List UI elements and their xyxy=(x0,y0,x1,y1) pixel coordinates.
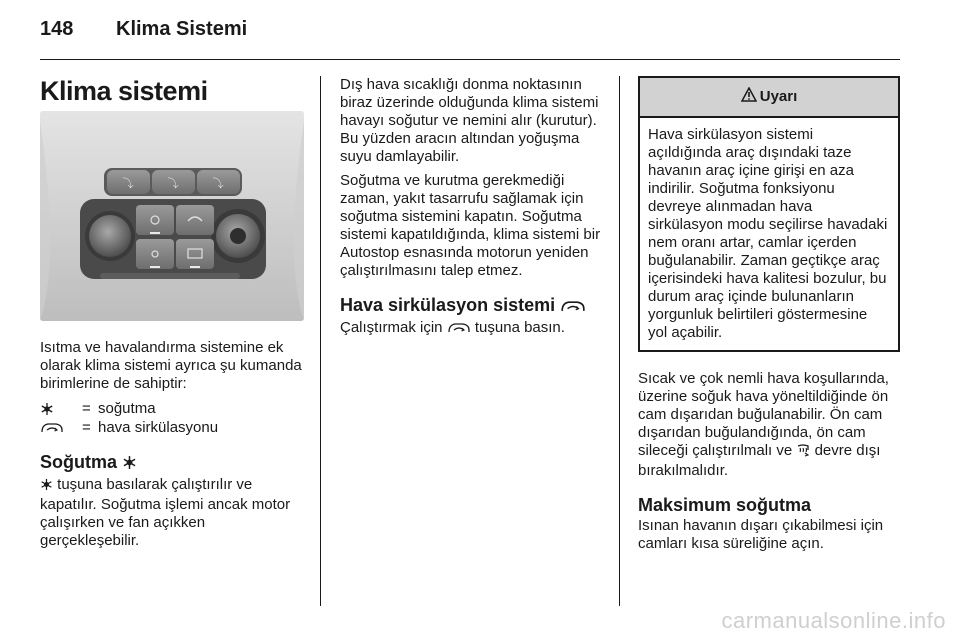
legend-equals: = xyxy=(82,418,91,436)
column-divider xyxy=(619,76,620,606)
paragraph-windshield: Sıcak ve çok nemli hava koşullarında, üzerine soğuk hava yöneltildiğinde ön cam dışarıdan buğulanabilir. Ön cam dışarıdan buğulandığında, ön cam sileceği çalıştırılmalı ve devre dışı bırakılmalıdır. xyxy=(638,370,889,479)
section-title: Klima sistemi xyxy=(40,76,208,106)
warning-text: Hava sirkülasyon sistemi açıldığında araç dışındaki taze havanın araç içine girişi en aza indirilir. Soğutma fonksiyonu devreye alınmadan hava sirkülasyon modu seçilirse havadaki nem oranı artar, camlar içerden buğulanabilir. Zaman geçtikçe araç içerisindeki hava kalitesi bozulur, bu durum araç içinde bulunanların yorgunluk belirtileri göstermesine yol açabilir. xyxy=(648,126,888,341)
recirculation-icon xyxy=(560,296,586,318)
recirculation-heading: Hava sirkülasyon sistemi xyxy=(340,294,603,318)
header-rule xyxy=(40,59,900,60)
paragraph-fuel-saving: Soğutma ve kurutma gerekmediği zaman, yakıt tasarrufu sağlamak için soğutma sistemini kapatın. Soğutma sistemi kapatıldığında, klima sistemi bir Autostop esnasında motorun yeniden çalıştırılmasını talep etmez. xyxy=(340,172,601,279)
legend-label-cooling: soğutma xyxy=(98,399,156,417)
warning-header xyxy=(640,78,898,118)
legend-label-recirculation: hava sirkülasyonu xyxy=(98,418,219,436)
page-header xyxy=(40,18,247,41)
cooling-heading: Soğutma xyxy=(40,451,304,475)
warning-triangle-icon xyxy=(741,87,757,107)
recirculation-icon xyxy=(447,321,471,339)
warning-box xyxy=(638,76,900,352)
recirculation-paragraph: Çalıştırmak için tuşuna basın. xyxy=(340,319,603,339)
legend-row-cooling xyxy=(40,399,304,418)
recirculation-icon xyxy=(40,422,82,434)
legend-equals: = xyxy=(82,399,91,417)
svg-text:⤵: ⤵ xyxy=(212,177,224,190)
column-divider xyxy=(320,76,321,606)
windshield-defrost-icon xyxy=(796,443,810,462)
paragraph-condensation: Dış hava sıcaklığı donma noktasının biraz üzerinde olduğunda klima sistemi havayı soğutur ve nemini alır (kurutur). Bu yüzden aracın altından yoğuşma suyu damlayabilir. xyxy=(340,76,599,165)
legend-row-recirculation xyxy=(40,418,304,437)
max-cooling-heading: Maksimum soğutma xyxy=(638,495,812,515)
snowflake-icon xyxy=(122,453,137,475)
max-cooling-paragraph: Isınan havanın dışarı çıkabilmesi için camları kısa süreliğine açın. xyxy=(638,517,884,552)
svg-text:⤵: ⤵ xyxy=(167,177,179,190)
column-2 xyxy=(340,76,603,345)
watermark: carmanualsonline.info xyxy=(721,608,946,633)
chapter-title: Klima Sistemi xyxy=(116,18,248,40)
snowflake-icon xyxy=(40,402,82,416)
column-3 xyxy=(638,76,900,559)
page-number: 148 xyxy=(40,18,74,40)
climate-control-panel-image xyxy=(40,111,304,321)
snowflake-icon xyxy=(40,478,53,496)
warning-title: Uyarı xyxy=(759,88,798,105)
svg-text:⤵: ⤵ xyxy=(122,177,134,190)
cooling-paragraph: tuşuna basılarak çalıştırılır ve kapatılır. Soğutma işlemi ancak motor çalışırken ve fan açıkken gerçekleşebilir. xyxy=(40,476,291,549)
column-1 xyxy=(40,76,304,556)
intro-paragraph: Isıtma ve havalandırma sistemine ek olarak klima sistemi ayrıca şu kumanda birimlerine de sahiptir: xyxy=(40,339,302,392)
